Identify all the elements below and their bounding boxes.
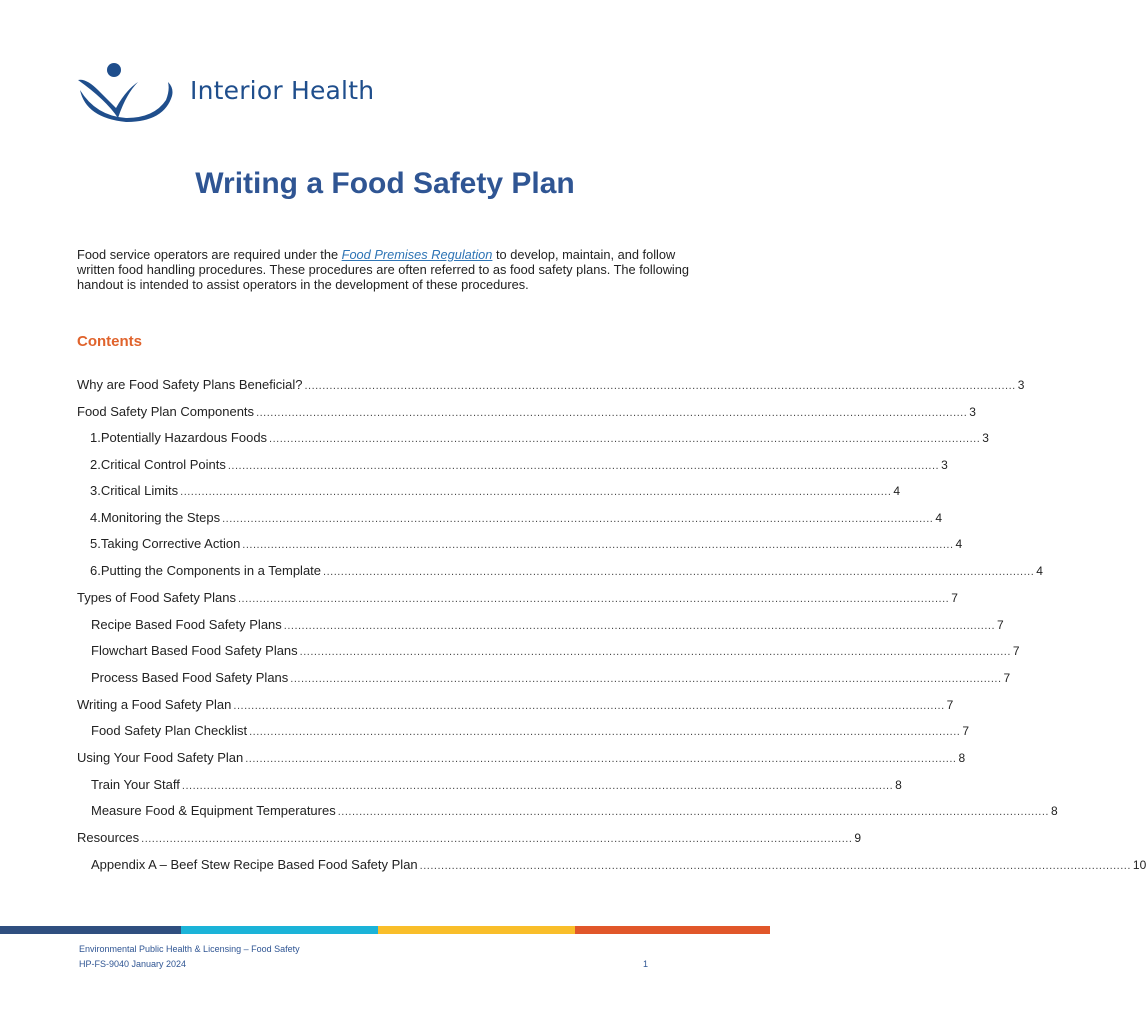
toc-leader-dots: ........................................................................................................................................................................................................ [256,407,968,419]
food-premises-regulation-link[interactable]: Food Premises Regulation [341,247,493,262]
toc-entry-page: 9 [854,831,862,845]
toc-entry[interactable] [90,536,963,554]
toc-leader-dots: ........................................................................................................................................................................................................ [245,753,957,765]
toc-entry-label: Critical Control Points [100,457,226,472]
toc-entry-number: 4. [90,510,101,525]
toc-entry-page: 8 [958,751,966,765]
toc-entry-page: 3 [1017,378,1025,392]
toc-entry-label: Resources [77,830,140,845]
toc-leader-dots: ........................................................................................................................................................................................................ [233,700,945,712]
toc-leader-dots: ........................................................................................................................................................................................................ [304,380,1016,392]
toc-leader-dots: ........................................................................................................................................................................................................ [227,460,940,472]
toc-leader-dots: ........................................................................................................................................................................................................ [283,620,996,632]
toc-entry[interactable] [77,590,958,608]
toc-entry-label: Train Your Staff [91,777,180,792]
toc-entry[interactable] [90,483,901,501]
toc-entry-label: Recipe Based Food Safety Plans [91,617,282,632]
toc-entry[interactable] [91,723,969,741]
footer-bar-cyan [181,926,378,934]
toc-entry-page: 3 [969,405,976,419]
toc-entry-label: Monitoring the Steps [100,510,221,525]
logo-wordmark: Interior Health [190,76,375,105]
toc-entry-label: Food Safety Plan Components [77,404,255,419]
toc-leader-dots: ........................................................................................................................................................................................................ [337,806,1049,818]
toc-entry-page: 4 [1036,564,1043,578]
toc-entry-page: 3 [941,458,948,472]
toc-entry-number: 3. [90,483,101,498]
toc-leader-dots: ........................................................................................................................................................................................................ [141,833,853,845]
toc-entry-number: 1. [90,430,101,445]
toc-entry-page: 7 [946,698,954,712]
toc-entry-number: 6. [90,563,101,578]
toc-entry-page: 8 [895,778,902,792]
footer-bar-orange [575,926,770,934]
toc-entry-label: Measure Food & Equipment Temperatures [91,803,336,818]
toc-entry-label: Taking Corrective Action [100,536,241,551]
toc-entry[interactable] [90,430,989,448]
toc-entry[interactable] [90,563,1043,581]
toc-entry-number: 2. [90,457,101,472]
contents-heading: Contents [77,333,142,350]
toc-entry-label: Why are Food Safety Plans Beneficial? [77,377,303,392]
toc-entry[interactable] [91,670,1011,688]
toc-entry-label: Potentially Hazardous Foods [100,430,268,445]
toc-entry-label: Putting the Components in a Template [100,563,322,578]
page-number: 1 [643,959,649,969]
toc-entry[interactable] [77,697,954,715]
toc-entry-number: 5. [90,536,101,551]
toc-entry-page: 3 [982,431,989,445]
toc-entry[interactable] [77,830,862,848]
toc-entry-label: Food Safety Plan Checklist [91,723,248,738]
toc-entry-label: Using Your Food Safety Plan [77,750,244,765]
toc-entry[interactable] [90,510,942,528]
interior-health-logo-icon [76,60,186,130]
footer-department: Environmental Public Health & Licensing – Food Safety [79,944,300,954]
toc-entry[interactable] [91,617,1004,635]
footer-document-id: HP-FS-9040 January 2024 [79,959,187,969]
toc-leader-dots: ........................................................................................................................................................................................................ [181,780,894,792]
footer-bar-yellow [378,926,575,934]
toc-entry-page: 4 [955,537,963,551]
toc-entry[interactable] [90,457,948,475]
toc-entry-page: 7 [951,591,958,605]
toc-entry[interactable] [91,777,902,795]
intro-paragraph [77,247,699,293]
toc-leader-dots: ........................................................................................................................................................................................................ [290,673,1002,685]
toc-entry[interactable] [77,750,966,768]
toc-entry[interactable] [91,803,1058,821]
toc-leader-dots: ........................................................................................................................................................................................................ [222,513,934,525]
toc-entry-label: Critical Limits [100,483,179,498]
intro-text-after: to develop, maintain, and follow written food handling procedures. These procedures are often referred to as food safety plans. The following handout is intended to assist operators in the development of these procedures. [77,247,690,293]
toc-leader-dots: ........................................................................................................................................................................................................ [419,860,1131,872]
toc-leader-dots: ........................................................................................................................................................................................................ [299,646,1011,658]
toc-entry-page: 7 [1012,644,1020,658]
toc-entry-label: Process Based Food Safety Plans [91,670,289,685]
toc-entry[interactable] [77,404,976,422]
toc-entry[interactable] [91,643,1020,661]
toc-leader-dots: ........................................................................................................................................................................................................ [237,593,950,605]
toc-leader-dots: ........................................................................................................................................................................................................ [242,539,954,551]
toc-entry-page: 8 [1050,804,1058,818]
toc-entry-label: Flowchart Based Food Safety Plans [91,643,298,658]
toc-leader-dots: ........................................................................................................................................................................................................ [323,566,1035,578]
toc-entry-label: Types of Food Safety Plans [77,590,236,605]
toc-entry-page: 7 [997,618,1004,632]
toc-entry-page: 4 [935,511,942,525]
toc-leader-dots: ........................................................................................................................................................................................................ [269,433,981,445]
toc-entry[interactable] [91,857,1146,875]
toc-leader-dots: ........................................................................................................................................................................................................ [180,486,892,498]
interior-health-logo[interactable] [76,60,376,130]
footer-bar-navy [0,926,181,934]
toc-entry-page: 7 [962,724,969,738]
toc-entry-label: Appendix A – Beef Stew Recipe Based Food Safety Plan [91,857,418,872]
toc-entry-page: 4 [893,484,901,498]
intro-text-before: Food service operators are required under the [77,247,342,262]
toc-entry-page: 7 [1003,671,1011,685]
page-title: Writing a Food Safety Plan [195,167,575,200]
toc-entry-label: Writing a Food Safety Plan [77,697,232,712]
toc-entry[interactable] [77,377,1025,395]
toc-entry-page: 10 [1132,858,1146,872]
toc-leader-dots: ........................................................................................................................................................................................................ [249,726,961,738]
